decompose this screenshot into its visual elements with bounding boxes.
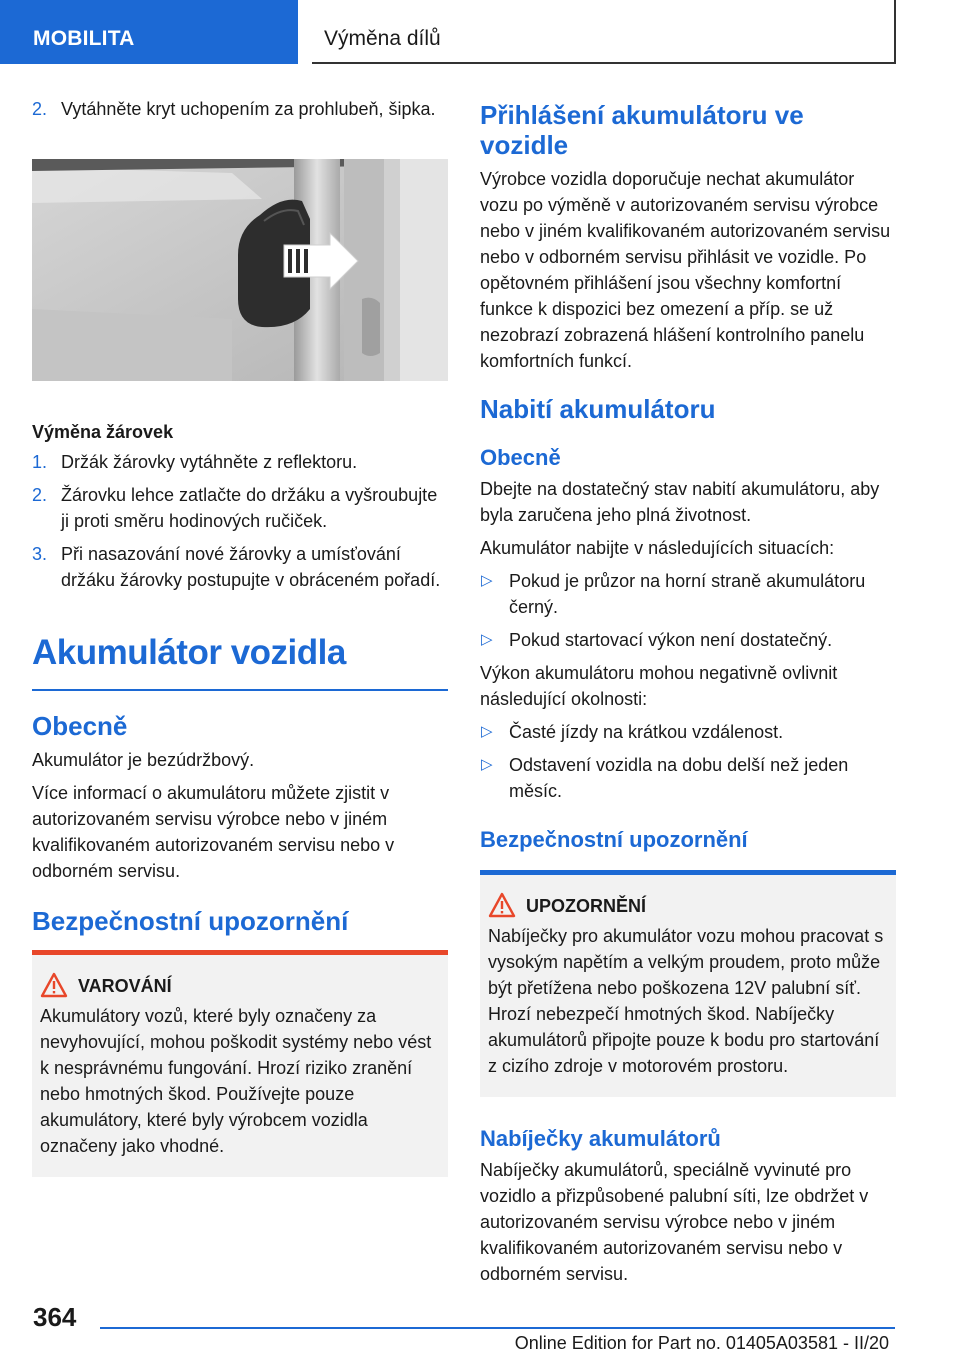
general-paragraph: Dbejte na dostatečný stav nabití akumulátoru, aby byla zaručena jeho plná životnost. — [480, 479, 880, 525]
intro-step — [32, 96, 448, 122]
list-item — [480, 752, 896, 804]
step-number: 1. — [32, 452, 48, 472]
warning-text: Akumulátory vozů, které byly označeny za nevyhovující, mohou poškodit systémy nebo vést k nesprávnému fungování. Hrozí riziko zranění nebo hmotných škod. Používejte pouze akumulátory, které byly výrobcem vozidla označeny jako vhodné. — [40, 1006, 432, 1156]
triangle-bullet-icon: ▷ — [481, 756, 493, 773]
list-item-text: Časté jízdy na krátkou vzdálenost. — [509, 722, 784, 742]
general-heading: Obecně — [32, 711, 128, 741]
chapter-title: Výměna dílů — [312, 0, 896, 64]
page-number: 364 — [33, 1302, 77, 1332]
left-column — [32, 96, 448, 1177]
warning-title-text: VAROVÁNÍ — [78, 976, 172, 996]
bulb-step — [32, 541, 448, 593]
general-heading: Obecně — [480, 445, 561, 470]
step-text: Žárovku lehce zatlačte do držáku a vyšroubujte ji proti směru hodinových ručiček. — [61, 485, 438, 531]
warning-triangle-icon — [488, 892, 516, 918]
registration-heading: Přihlášení akumulátoru ve vozidle — [480, 100, 804, 160]
safety-heading: Bezpečnostní upozornění — [480, 827, 748, 852]
general-paragraph: Akumulátor je bezúdržbový. — [32, 750, 255, 770]
warning-triangle-icon — [40, 972, 68, 998]
safety-heading: Bezpečnostní upozornění — [32, 906, 349, 936]
charging-heading: Nabití akumulátoru — [480, 394, 716, 424]
influence-paragraph: Výkon akumulátoru mohou negativně ovlivnit následující okolnosti: — [480, 663, 838, 709]
caution-text: Nabíječky pro akumulátor vozu mohou pracovat s vysokým napětím a velkým proudem, proto může být přetížena nebo poškozena 12V palubní síť. Hrozí nebezpečí hmotných škod. Nabíječky akumulátorů připojte pouze k bodu pro startování z cizího zdroje v motorovém prostoru. — [488, 926, 884, 1076]
triangle-bullet-icon: ▷ — [481, 723, 493, 740]
list-item-text: Pokud je průzor na horní straně akumulátoru černý. — [509, 571, 866, 617]
caution-title-text: UPOZORNĚNÍ — [526, 896, 647, 916]
triangle-bullet-icon: ▷ — [481, 572, 493, 589]
step-number: 3. — [32, 544, 48, 564]
cover-removal-photo — [32, 159, 448, 381]
general-paragraph: Akumulátor nabijte v následujících situacích: — [480, 538, 835, 558]
warning-title — [40, 973, 440, 999]
step-text: Vytáhněte kryt uchopením za prohlubeň, šipka. — [61, 99, 436, 119]
edition-note: Online Edition for Part no. 01405A03581 - II/20 — [514, 1333, 889, 1353]
page-header — [0, 0, 960, 66]
bulb-heading: Výměna žárovek — [32, 422, 174, 442]
chargers-heading: Nabíječky akumulátorů — [480, 1126, 721, 1151]
warning-box — [32, 950, 448, 1177]
step-number: 2. — [32, 485, 48, 505]
caution-box — [480, 870, 896, 1097]
step-text: Při nasazování nové žárovky a umísťování držáku žárovky postupujte v obráceném pořadí. — [61, 544, 441, 590]
list-item-text: Odstavení vozidla na dobu delší než jeden měsíc. — [509, 755, 849, 801]
step-number: 2. — [32, 99, 48, 119]
section-tab: MOBILITA — [0, 0, 298, 64]
caution-title — [488, 893, 888, 919]
right-column — [480, 100, 896, 1294]
registration-paragraph: Výrobce vozidla doporučuje nechat akumulátor vozu po výměně v autorizovaném servisu výrobce nebo v jiném kvalifikovaném autorizovaném servisu nebo v odborném servisu přihlásit ve vozidle. Po opětovném přihlášení jsou všechny komfortní funkce k dispozici bez omezení a příp. se už nezobrazí zobrazená hlášení kontrolního panelu komfortních funkcí. — [480, 169, 891, 371]
general-paragraph: Více informací o akumulátoru můžete zjistit v autorizovaném servisu výrobce nebo v jiném kvalifikovaném autorizovaném servisu nebo v odborném servisu. — [32, 783, 395, 881]
list-item — [480, 719, 896, 745]
battery-chapter-heading: Akumulátor vozidla — [32, 633, 448, 691]
list-item — [480, 627, 896, 653]
bulb-step — [32, 482, 448, 534]
triangle-bullet-icon: ▷ — [481, 631, 493, 648]
list-item-text: Pokud startovací výkon není dostatečný. — [509, 630, 833, 650]
list-item — [480, 568, 896, 620]
footer-divider — [100, 1327, 895, 1329]
bulb-step — [32, 449, 448, 475]
step-text: Držák žárovky vytáhněte z reflektoru. — [61, 452, 358, 472]
chargers-paragraph: Nabíječky akumulátorů, speciálně vyvinuté pro vozidlo a přizpůsobené palubní síti, lze obdržet v autorizovaném servisu výrobce nebo v jiném kvalifikovaném autorizovaném servisu nebo v odborném servisu. — [480, 1160, 869, 1284]
